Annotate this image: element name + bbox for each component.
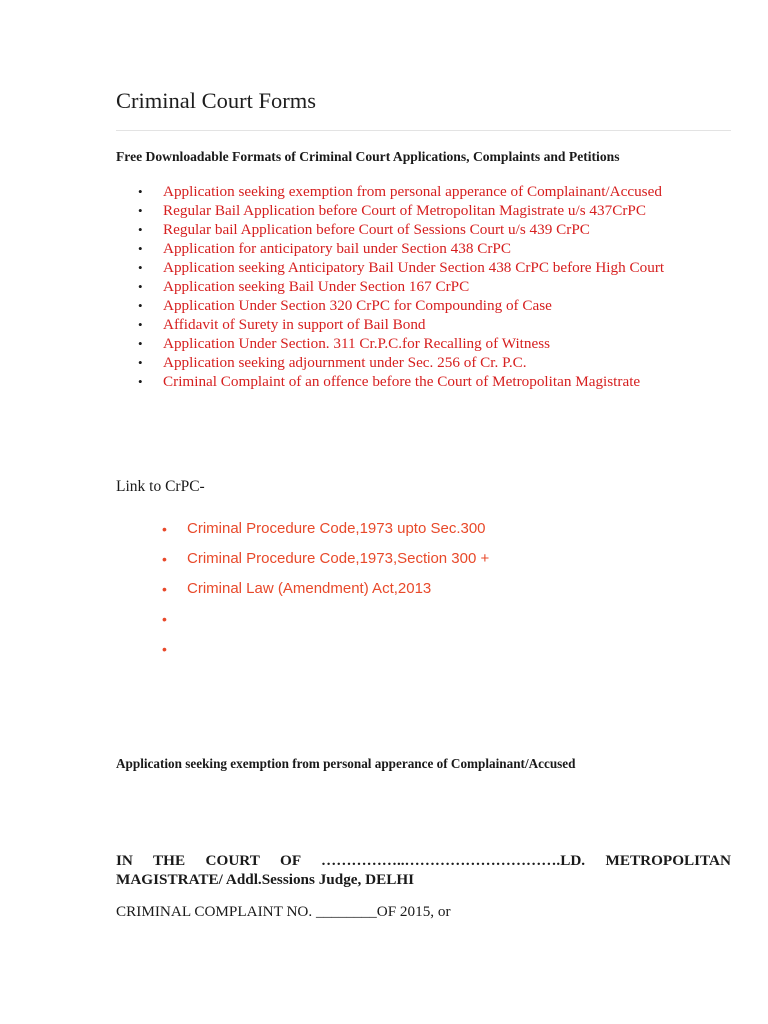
crpc-link-amendment-2013[interactable]: • Criminal Law (Amendment) Act,2013 (116, 579, 731, 609)
court-heading (116, 851, 731, 889)
form-link-affidavit-surety[interactable]: • Affidavit of Surety in support of Bail Bond (116, 315, 731, 334)
form-link-compounding[interactable]: • Application Under Section 320 CrPC for Compounding of Case (116, 296, 731, 315)
court-heading-line-1: IN THE COURT OF ……………..………………………….LD. METROPOLITAN (116, 852, 731, 869)
application-heading: Application seeking exemption from personal apperance of Complainant/Accused (116, 756, 576, 771)
forms-list (116, 182, 731, 391)
crpc-link-upto-300[interactable]: • Criminal Procedure Code,1973 upto Sec.300 (116, 519, 731, 549)
complaint-number-line: CRIMINAL COMPLAINT NO. ________OF 2015, or (116, 903, 451, 920)
crpc-links-list (116, 519, 731, 669)
form-link-anticipatory-bail-high-court[interactable]: • Application seeking Anticipatory Bail Under Section 438 CrPC before High Court (116, 258, 731, 277)
form-link-regular-bail-mm[interactable]: • Regular Bail Application before Court of Metropolitan Magistrate u/s 437CrPC (116, 201, 731, 220)
crpc-link-empty-2 (116, 639, 731, 669)
form-link-exemption[interactable]: • Application seeking exemption from personal apperance of Complainant/Accused (116, 182, 731, 201)
divider (116, 130, 731, 131)
form-link-recall-witness[interactable]: • Application Under Section. 311 Cr.P.C.for Recalling of Witness (116, 334, 731, 353)
court-heading-line-2: MAGISTRATE/ Addl.Sessions Judge, DELHI (116, 871, 415, 888)
page-title: Criminal Court Forms (116, 88, 317, 113)
form-link-regular-bail-sessions[interactable]: • Regular bail Application before Court of Sessions Court u/s 439 CrPC (116, 220, 731, 239)
crpc-heading: Link to CrPC- (116, 478, 205, 495)
form-link-criminal-complaint[interactable]: • Criminal Complaint of an offence before the Court of Metropolitan Magistrate (116, 372, 731, 391)
crpc-link-300-plus[interactable]: • Criminal Procedure Code,1973,Section 300 + (116, 549, 731, 579)
section-subtitle: Free Downloadable Formats of Criminal Court Applications, Complaints and Petitions (116, 149, 620, 164)
form-link-adjournment[interactable]: • Application seeking adjournment under Sec. 256 of Cr. P.C. (116, 353, 731, 372)
form-link-bail-167[interactable]: • Application seeking Bail Under Section 167 CrPC (116, 277, 731, 296)
form-link-anticipatory-bail[interactable]: • Application for anticipatory bail under Section 438 CrPC (116, 239, 731, 258)
crpc-link-empty-1 (116, 609, 731, 639)
